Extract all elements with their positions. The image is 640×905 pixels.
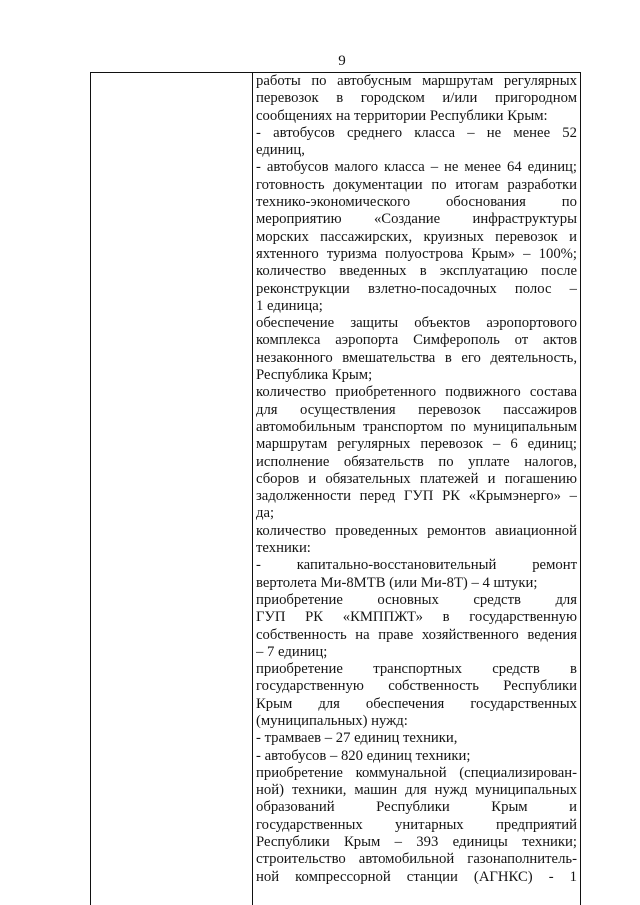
text-line: мероприятию «Создание инфраструктуры	[256, 211, 577, 228]
text-line: автомобильным транспортом по муниципальным	[256, 418, 577, 435]
text-line: сообщениях на территории Республики Крым:	[256, 107, 548, 124]
text-line: - автобусов – 820 единиц техники;	[256, 747, 471, 764]
text-line: - капитально-восстановительный ремонт	[256, 557, 577, 574]
text-line: единиц,	[256, 142, 305, 159]
text-line: приобретение транспортных средств в	[256, 661, 577, 678]
text-line: задолженности перед ГУП РК «Крымэнерго» –	[256, 488, 577, 505]
text-line: государственную собственность Республики	[256, 678, 577, 695]
text-line: техники:	[256, 540, 311, 557]
text-line: ной компрессорной станции (АГНКС) - 1	[256, 868, 577, 885]
text-line: Республика Крым;	[256, 367, 373, 384]
indicators-table	[90, 72, 581, 905]
text-line: работы по автобусным маршрутам регулярных	[256, 73, 577, 89]
text-line: количество проведенных ремонтов авиационной	[256, 522, 577, 539]
page-number: 9	[338, 53, 346, 69]
text-line: обеспечение защиты объектов аэропортового	[256, 315, 577, 332]
text-line: государственных унитарных предприятий	[256, 816, 577, 833]
text-line: маршрутам регулярных перевозок – 6 единиц;	[256, 436, 577, 453]
table-cell-right	[256, 73, 577, 886]
text-line: количество введенных в эксплуатацию после	[256, 263, 577, 280]
text-line: перевозок в городском и/или пригородном	[256, 90, 577, 107]
text-line: приобретение основных средств для	[256, 591, 577, 608]
table-cell-left	[91, 73, 253, 905]
text-line: готовность документации по итогам разработки	[256, 176, 577, 193]
text-line: количество приобретенного подвижного состава	[256, 384, 577, 401]
text-line: реконструкции взлетно-посадочных полос –	[256, 280, 577, 297]
text-line: 1 единица;	[256, 297, 323, 314]
text-line: незаконного вмешательства в его деятельность,	[256, 349, 577, 366]
text-line: яхтенного туризма полуострова Крым» – 100%;	[256, 245, 577, 262]
text-line: - автобусов малого класса – не менее 64 единиц;	[256, 159, 577, 176]
text-line: Крым для обеспечения государственных	[256, 695, 577, 712]
text-line: сборов и обязательных платежей и погашению	[256, 470, 577, 487]
text-line: для осуществления перевозок пассажиров	[256, 401, 577, 418]
text-line: собственность на праве хозяйственного ведения	[256, 626, 577, 643]
text-line: исполнение обязательств по уплате налогов,	[256, 453, 577, 470]
text-line: - трамваев – 27 единиц техники,	[256, 730, 458, 747]
text-line: ГУП РК «КМППЖТ» в государственную	[256, 609, 577, 626]
text-line: - автобусов среднего класса – не менее 52	[256, 124, 577, 141]
text-line: технико-экономического обоснования по	[256, 194, 577, 211]
text-line: вертолета Ми-8МТВ (или Ми-8Т) – 4 штуки;	[256, 574, 538, 591]
text-line: образований Республики Крым и	[256, 799, 577, 816]
text-line: комплекса аэропорта Симферополь от актов	[256, 332, 577, 349]
text-line: – 7 единиц;	[256, 643, 328, 660]
text-line: Республики Крым – 393 единицы техники;	[256, 834, 577, 851]
text-line: морских пассажирских, круизных перевозок и	[256, 228, 577, 245]
text-line: строительство автомобильной газонаполнитель-	[256, 851, 577, 868]
text-line: да;	[256, 505, 275, 522]
text-line: (муниципальных) нужд:	[256, 712, 408, 729]
text-line: ной) техники, машин для нужд муниципальных	[256, 782, 577, 799]
text-line: приобретение коммунальной (специализирован-	[256, 764, 577, 781]
